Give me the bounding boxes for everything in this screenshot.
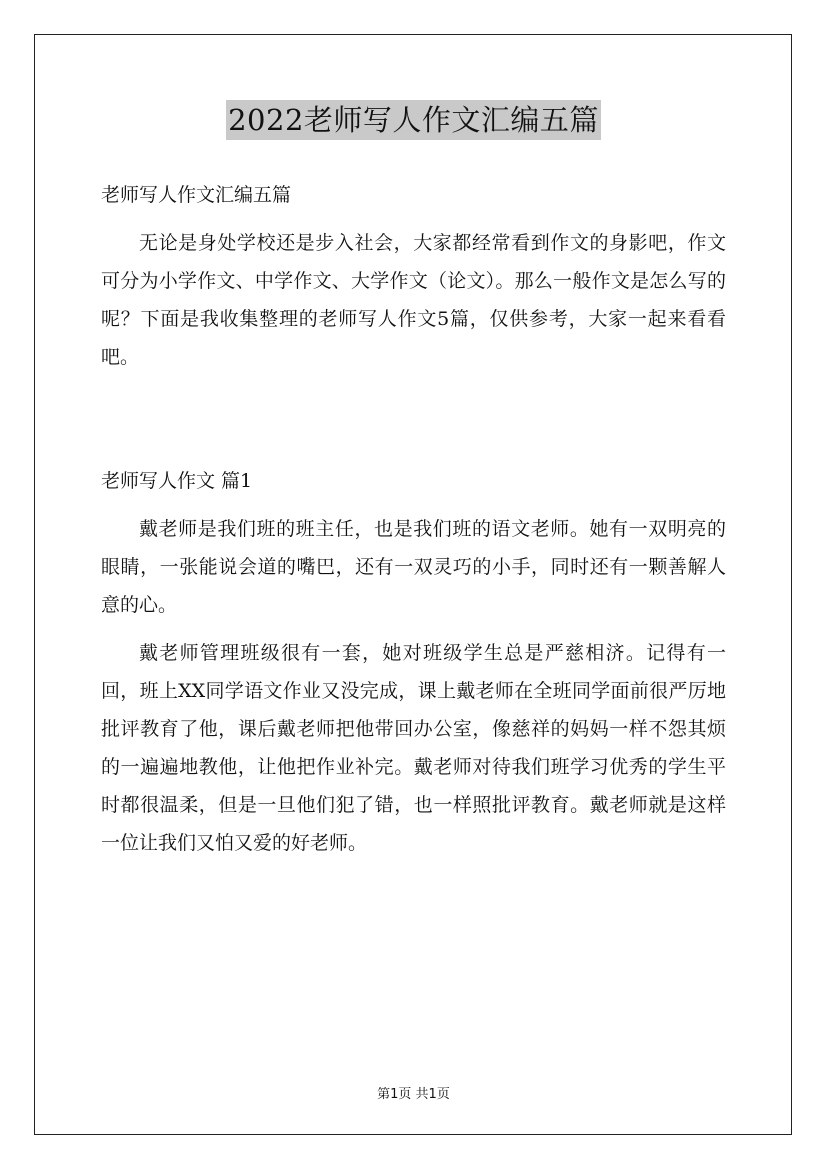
title-container: [0, 100, 827, 140]
intro-paragraph: 无论是身处学校还是步入社会，大家都经常看到作文的身影吧，作文可分为小学作文、中学作文、大学作文（论文）。那么一般作文是怎么写的呢？下面是我收集整理的老师写人作文5篇，仅供参考，大家一起来看看吧。: [101, 232, 726, 368]
body-paragraph: 戴老师管理班级很有一套，她对班级学生总是严慈相济。记得有一回，班上XX同学语文作业又没完成，课上戴老师在全班同学面前很严厉地批评教育了他，课后戴老师把他带回办公室，像慈祥的妈妈一样不怨其烦的一遍遍地教他，让他把作业补完。戴老师对待我们班学习优秀的学生平时都很温柔，但是一旦他们犯了错，也一样照批评教育。戴老师就是这样一位让我们又怕又爱的好老师。: [101, 642, 726, 854]
page-footer: 第1页 共1页: [377, 1087, 450, 1102]
document-title: 2022老师写人作文汇编五篇: [226, 100, 601, 140]
document-body: [101, 176, 726, 872]
document-subtitle: 老师写人作文汇编五篇: [101, 184, 292, 206]
body-paragraph: 戴老师是我们班的班主任，也是我们班的语文老师。她有一双明亮的眼睛，一张能说会道的嘴巴，还有一双灵巧的小手，同时还有一颗善解人意的心。: [101, 518, 726, 616]
section-heading: 老师写人作文 篇1: [101, 470, 253, 492]
section-gap: [101, 386, 726, 462]
